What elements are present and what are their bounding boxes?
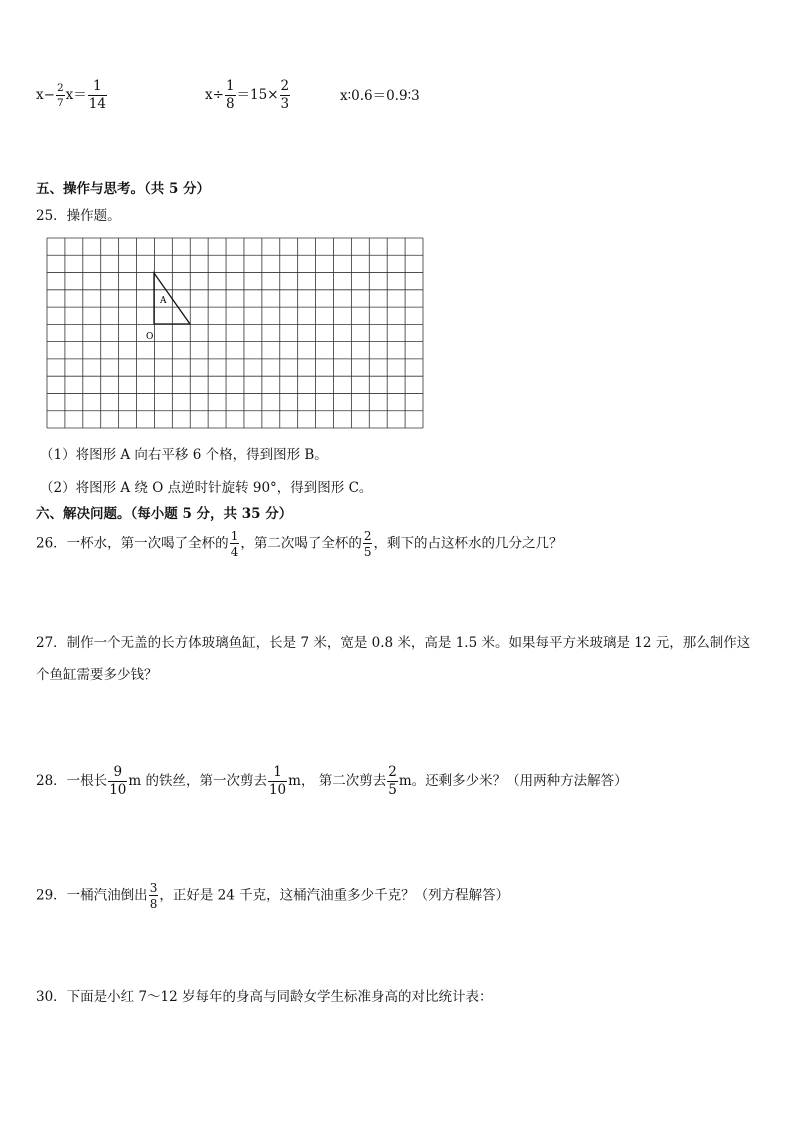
question-30: 30．下面是小红 7～12 岁每年的身高与同龄女学生标准身高的对比统计表： [36, 989, 493, 1005]
sub-question-1: （1）将图形 A 向右平移 6 个格，得到图形 B。 [40, 447, 328, 463]
operation-grid [46, 237, 426, 431]
figure-a-label: A [160, 296, 167, 306]
sub-question-2: （2）将图形 A 绕 O 点逆时针旋转 90°，得到图形 C。 [40, 480, 373, 496]
point-o-label: O [146, 332, 154, 342]
equation-2: x÷ $\frac{1}{8}$ ＝15× $\frac{2}{3}$ [205, 78, 290, 112]
question-27-line-1: 27．制作一个无盖的长方体玻璃鱼缸，长是 7 米，宽是 0.8 米，高是 1.5 米。如果每平方米玻璃是 12 元，那么制作这 [36, 635, 751, 651]
section-6-title: 六、解决问题。（每小题 5 分，共 35 分） [36, 506, 293, 522]
question-28: 28．一根长 $\frac{9}{10}$ m 的铁丝，第一次剪去 $\frac{1}{10}$ m， 第二次剪去 $\frac{2}{5}$ m。还剩多少米？（用两种方法解答） [36, 764, 628, 798]
section-5-title: 五、操作与思考。（共 5 分） [36, 181, 211, 197]
question-29: 29．一桶汽油倒出 $\frac{3}{8}$ ，正好是 24 千克，这桶汽油重多少千克？（列方程解答） [36, 881, 510, 911]
question-26: 26．一杯水，第一次喝了全杯的 $\frac{1}{4}$ ，第二次喝了全杯的 $\frac{2}{5}$ ，剩下的占这杯水的几分之几？ [36, 529, 563, 559]
equation-1: x− $\frac{2}{7}$ x＝ $\frac{1}{14}$ [36, 78, 106, 112]
question-25: 25．操作题。 [36, 208, 121, 224]
equation-3: x∶0.6＝0.9∶3 [340, 88, 420, 104]
question-27-line-2: 个鱼缸需要多少钱？ [36, 667, 158, 683]
